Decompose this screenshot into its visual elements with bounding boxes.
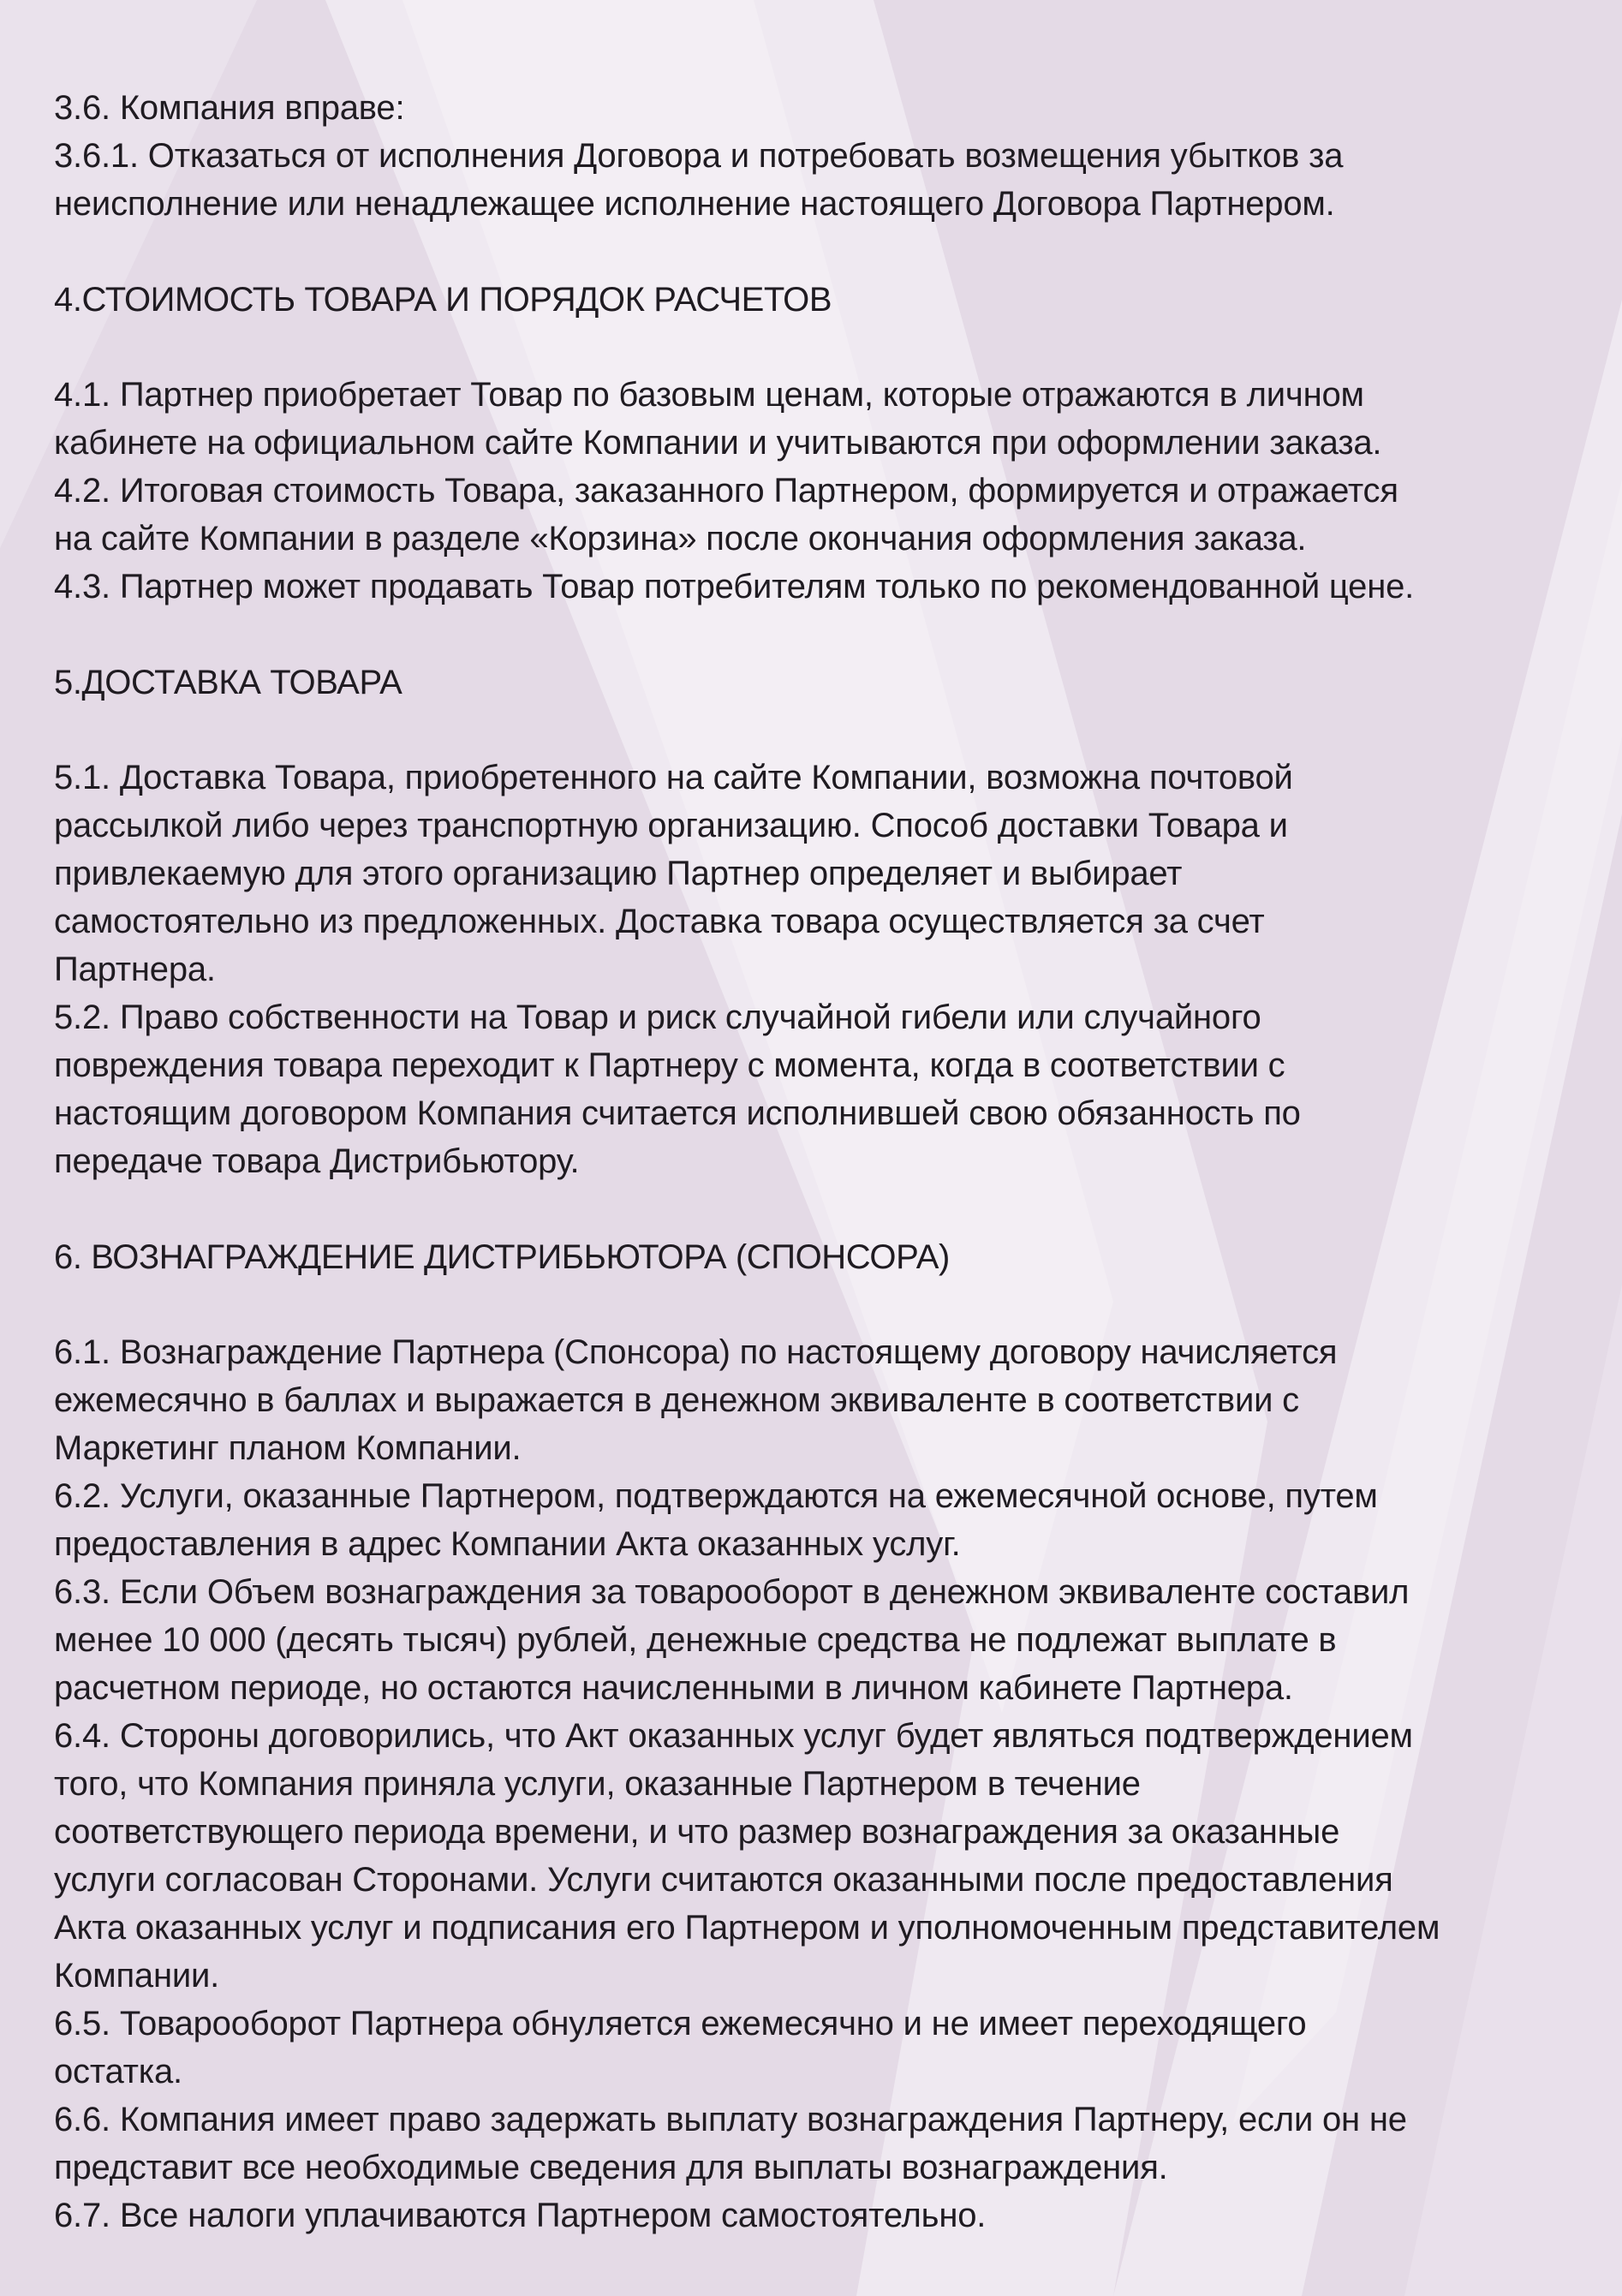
clause-line: Компании.: [54, 1957, 220, 1995]
section-heading-6: 6. ВОЗНАГРАЖДЕНИЕ ДИСТРИБЬЮТОРА (СПОНСОРА): [54, 1238, 950, 1276]
clause-line: Маркетинг планом Компании.: [54, 1429, 522, 1467]
document-body: [54, 84, 1578, 2239]
clause-line: 6.4. Стороны договорились, что Акт оказанных услуг будет являться подтверждением: [54, 1717, 1413, 1755]
clause-line: 5.1. Доставка Товара, приобретенного на сайте Компании, возможна почтовой: [54, 759, 1293, 796]
clause-line: 4.2. Итоговая стоимость Товара, заказанного Партнером, формируется и отражается: [54, 472, 1398, 510]
clause-line: на сайте Компании в разделе «Корзина» после окончания оформления заказа.: [54, 520, 1307, 558]
clause-line: того, что Компания приняла услуги, оказанные Партнером в течение: [54, 1765, 1141, 1803]
clause-line: Акта оказанных услуг и подписания его Партнером и уполномоченным представителем: [54, 1909, 1440, 1947]
clause-line: 3.6.1. Отказаться от исполнения Договора и потребовать возмещения убытков за: [54, 137, 1344, 175]
section-5-clauses: [54, 754, 1578, 1185]
section-3-clauses: [54, 84, 1578, 228]
section-heading-5: 5.ДОСТАВКА ТОВАРА: [54, 664, 403, 701]
section-4-clauses: [54, 371, 1578, 611]
clause-line: 6.2. Услуги, оказанные Партнером, подтверждаются на ежемесячной основе, путем: [54, 1477, 1378, 1515]
clause-line: рассылкой либо через транспортную организацию. Способ доставки Товара и: [54, 807, 1288, 844]
clause-line: 3.6. Компания вправе:: [54, 89, 405, 127]
clause-line: самостоятельно из предложенных. Доставка товара осуществляется за счет: [54, 903, 1265, 940]
clause-line: представит все необходимые сведения для выплаты вознаграждения.: [54, 2149, 1168, 2186]
section-heading-4: 4.СТОИМОСТЬ ТОВАРА И ПОРЯДОК РАСЧЕТОВ: [54, 281, 832, 319]
clause-line: услуги согласован Сторонами. Услуги считаются оказанными после предоставления: [54, 1861, 1393, 1899]
clause-line: 6.6. Компания имеет право задержать выплату вознаграждения Партнеру, если он не: [54, 2101, 1407, 2138]
clause-line: неисполнение или ненадлежащее исполнение настоящего Договора Партнером.: [54, 185, 1335, 223]
clause-line: ежемесячно в баллах и выражается в денежном эквиваленте в соответствии с: [54, 1381, 1299, 1419]
clause-line: 6.1. Вознаграждение Партнера (Спонсора) по настоящему договору начисляется: [54, 1333, 1338, 1371]
clause-line: передаче товара Дистрибьютору.: [54, 1142, 580, 1180]
clause-line: привлекаемую для этого организацию Партнер определяет и выбирает: [54, 855, 1183, 892]
clause-line: настоящим договором Компания считается исполнившей свою обязанность по: [54, 1094, 1301, 1132]
section-6-clauses: [54, 1328, 1578, 2239]
clause-line: 6.5. Товарооборот Партнера обнуляется ежемесячно и не имеет переходящего: [54, 2005, 1307, 2043]
clause-line: остатка.: [54, 2053, 182, 2090]
clause-line: Партнера.: [54, 951, 216, 988]
clause-line: соответствующего периода времени, и что размер вознаграждения за оказанные: [54, 1813, 1340, 1851]
clause-line: менее 10 000 (десять тысяч) рублей, денежные средства не подлежат выплате в: [54, 1621, 1337, 1659]
clause-line: предоставления в адрес Компании Акта оказанных услуг.: [54, 1525, 961, 1563]
clause-line: 4.3. Партнер может продавать Товар потребителям только по рекомендованной цене.: [54, 568, 1415, 605]
clause-line: 5.2. Право собственности на Товар и риск случайной гибели или случайного: [54, 999, 1261, 1036]
clause-line: повреждения товара переходит к Партнеру с момента, когда в соответствии с: [54, 1047, 1285, 1084]
clause-line: кабинете на официальном сайте Компании и учитываются при оформлении заказа.: [54, 424, 1382, 462]
clause-line: 4.1. Партнер приобретает Товар по базовым ценам, которые отражаются в личном: [54, 376, 1364, 414]
clause-line: 6.3. Если Объем вознаграждения за товарооборот в денежном эквиваленте составил: [54, 1573, 1410, 1611]
clause-line: 6.7. Все налоги уплачиваются Партнером самостоятельно.: [54, 2197, 987, 2234]
clause-line: расчетном периоде, но остаются начисленными в личном кабинете Партнера.: [54, 1669, 1293, 1707]
